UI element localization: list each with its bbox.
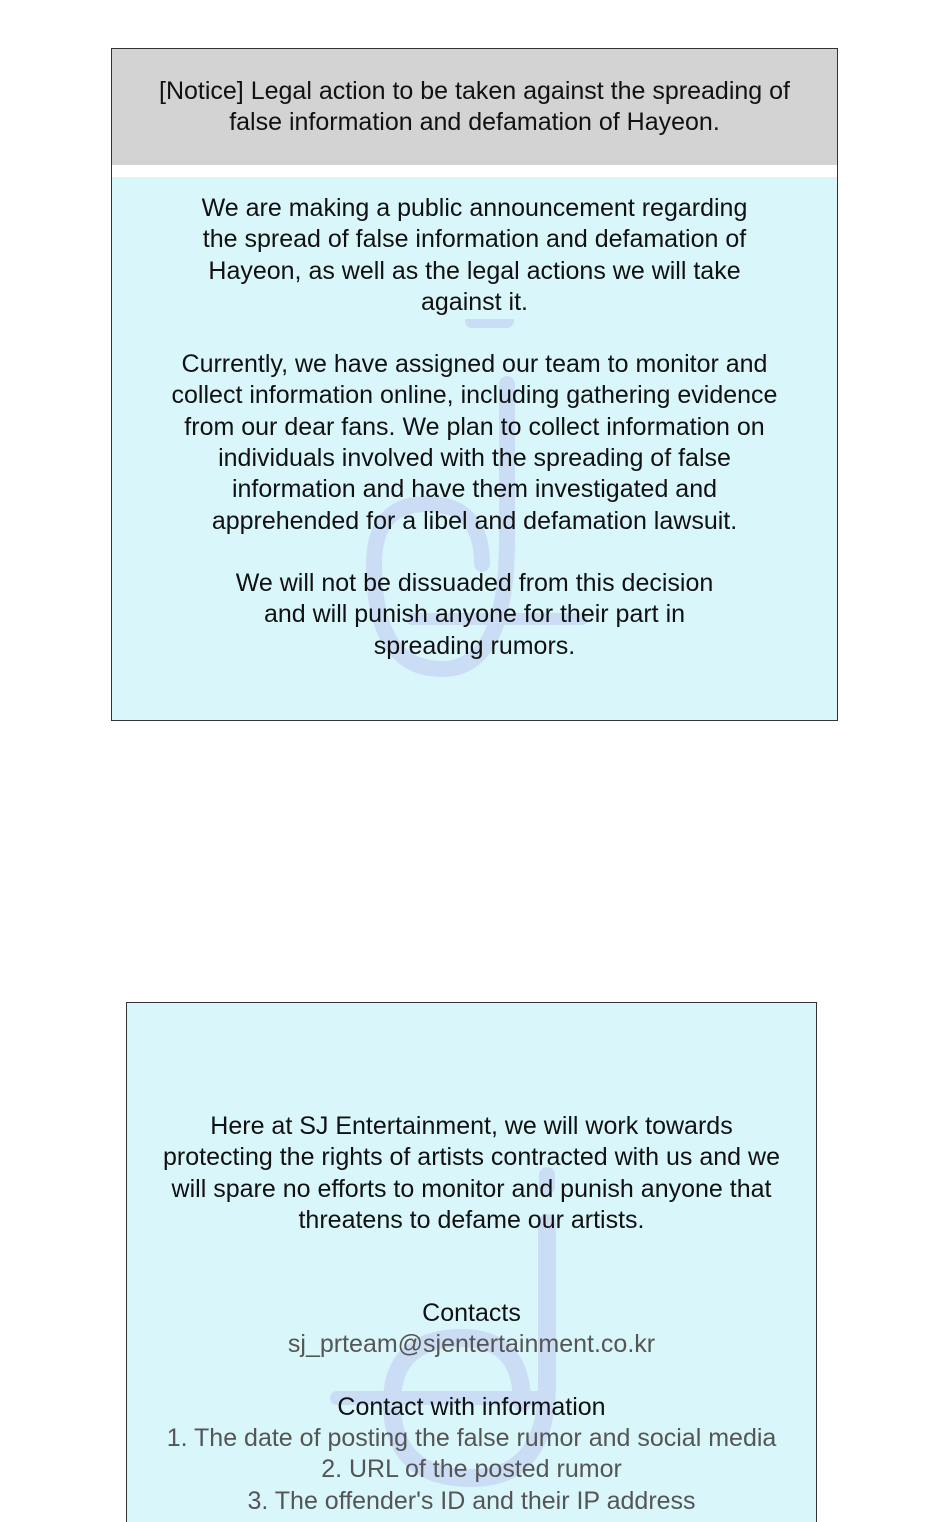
contacts-email[interactable]: sj_prteam@sjentertainment.co.kr: [287, 1330, 656, 1359]
notice-paragraph-announcement: We are making a public announcement regarding the spread of false information and defamation of Hayeon, as well as the legal actions we will take against it.: [201, 194, 748, 316]
contact-info-item: 3. The offender's ID and their IP address: [247, 1486, 696, 1515]
contact-info-item: 1. The date of posting the false rumor and social media: [166, 1424, 777, 1453]
contact-info-label: Contact with information: [337, 1392, 606, 1421]
header-divider: [112, 165, 837, 177]
contacts-label: Contacts: [422, 1299, 521, 1328]
notice-paragraph-monitoring: Currently, we have assigned our team to monitor and collect information online, including gathering evidence from our dear fans. We plan to collect information on individuals involved with the spreading of false information and have them investigated and apprehended for a libel and defamation lawsuit.: [171, 350, 778, 535]
info-body: [127, 1111, 816, 1517]
notice-paragraph-warning: We will not be dissuaded from this decision and will punish anyone for their part in spreading rumors.: [235, 568, 714, 660]
notice-body: [112, 193, 837, 693]
notice-card: [111, 48, 838, 721]
notice-header: [112, 49, 837, 165]
info-card: [126, 1002, 817, 1522]
contact-info-list: [127, 1423, 816, 1517]
notice-title: [Notice] Legal action to be taken against the spreading of false information and defamation of Hayeon.: [159, 77, 790, 136]
info-statement: Here at SJ Entertainment, we will work towards protecting the rights of artists contracted with us and we will spare no efforts to monitor and punish anyone that threatens to defame our artists.: [163, 1112, 780, 1234]
contact-info-item: 2. URL of the posted rumor: [321, 1455, 622, 1484]
